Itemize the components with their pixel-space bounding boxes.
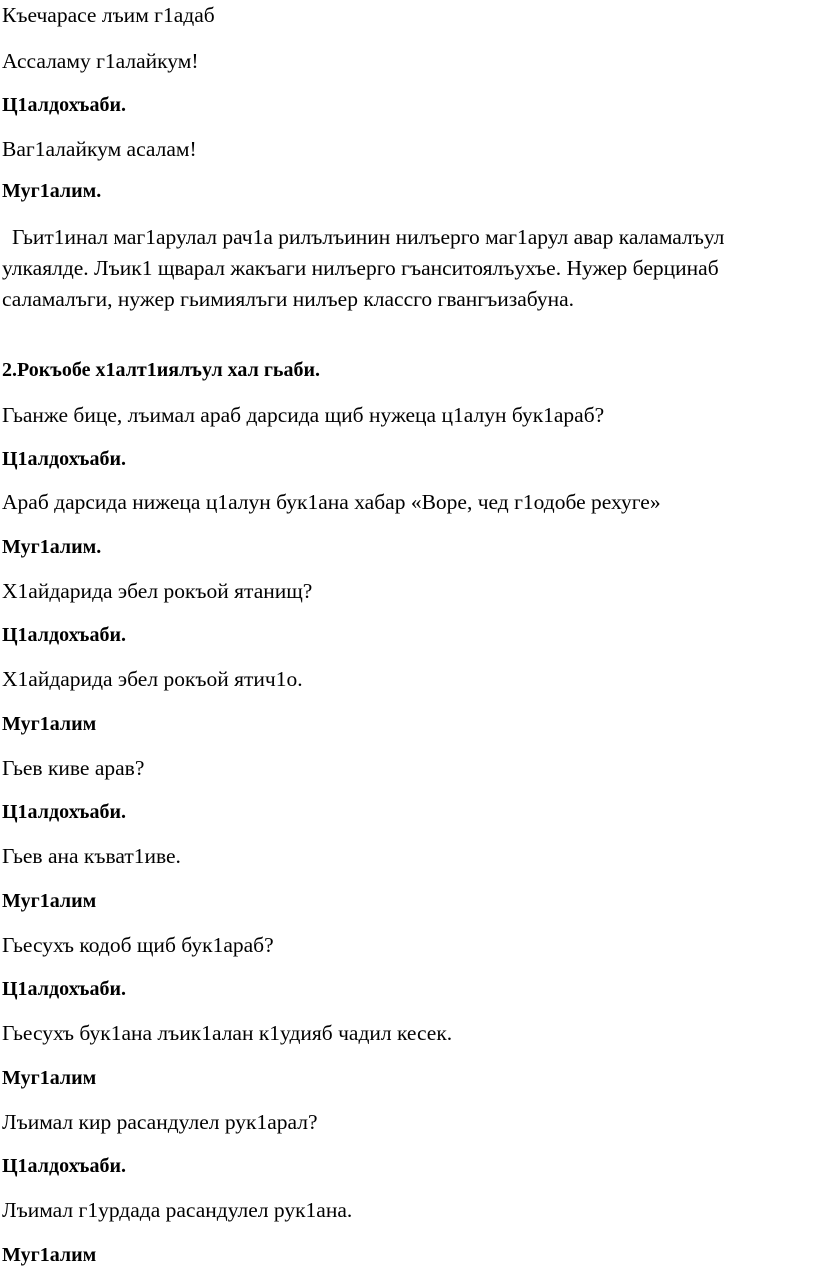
- document-title: Къечарасе лъим г1адаб: [2, 3, 215, 27]
- dialogue-line: Гьесухъ бук1ана лъик1алан к1удияб чадил кесек.: [2, 1021, 453, 1045]
- dialogue-line: Гьев киве арав?: [2, 756, 145, 780]
- speaker-label: Муг1алим: [2, 890, 97, 912]
- speaker-label: Ц1алдохъаби.: [2, 624, 126, 646]
- reply-line: Ваг1алайкум асалам!: [2, 137, 197, 161]
- dialogue-line: Гьанже бице, лъимал араб дарсида щиб нужеца ц1алун бук1араб?: [2, 403, 605, 427]
- dialogue-line: Х1айдарида эбел рокъой ятич1о.: [2, 667, 303, 691]
- greeting-line: Ассаламу г1алайкум!: [2, 49, 199, 73]
- speaker-label: Ц1алдохъаби.: [2, 94, 126, 116]
- dialogue-line: Гьев ана къват1иве.: [2, 844, 181, 868]
- dialogue-line: Х1айдарида эбел рокъой ятанищ?: [2, 579, 313, 603]
- speaker-label: Муг1алим: [2, 713, 97, 735]
- speaker-label: Ц1алдохъаби.: [2, 448, 126, 470]
- speaker-label: Ц1алдохъаби.: [2, 801, 126, 823]
- speaker-label: Муг1алим.: [2, 536, 102, 558]
- section-heading: 2.Рокъобе х1алт1иялъул хал гьаби.: [2, 359, 320, 381]
- intro-paragraph: Гьит1инал маг1арулал рач1а рилълъинин нилъерго маг1арул авар каламалъул улкаялде. Лъик1 щварал жакъаги нилъерго гъанситоялъухъе. Нужер берцинаб саламалъги, нужер гьимиялъги нилъер классго гвангъизабуна.: [2, 225, 725, 311]
- speaker-label: Муг1алим: [2, 1067, 97, 1089]
- speaker-label: Муг1алим: [2, 1244, 97, 1266]
- dialogue-line: Лъимал г1урдада расандулел рук1ана.: [2, 1198, 353, 1222]
- dialogue-line: Гьесухъ кодоб щиб бук1араб?: [2, 933, 274, 957]
- speaker-label: Ц1алдохъаби.: [2, 1155, 126, 1177]
- dialogue-line: Араб дарсида нижеца ц1алун бук1ана хабар «Воре, чед г1одобе рехуге»: [2, 490, 661, 514]
- speaker-label: Ц1алдохъаби.: [2, 978, 126, 1000]
- speaker-label: Муг1алим.: [2, 180, 102, 202]
- dialogue-line: Лъимал кир расандулел рук1арал?: [2, 1110, 318, 1134]
